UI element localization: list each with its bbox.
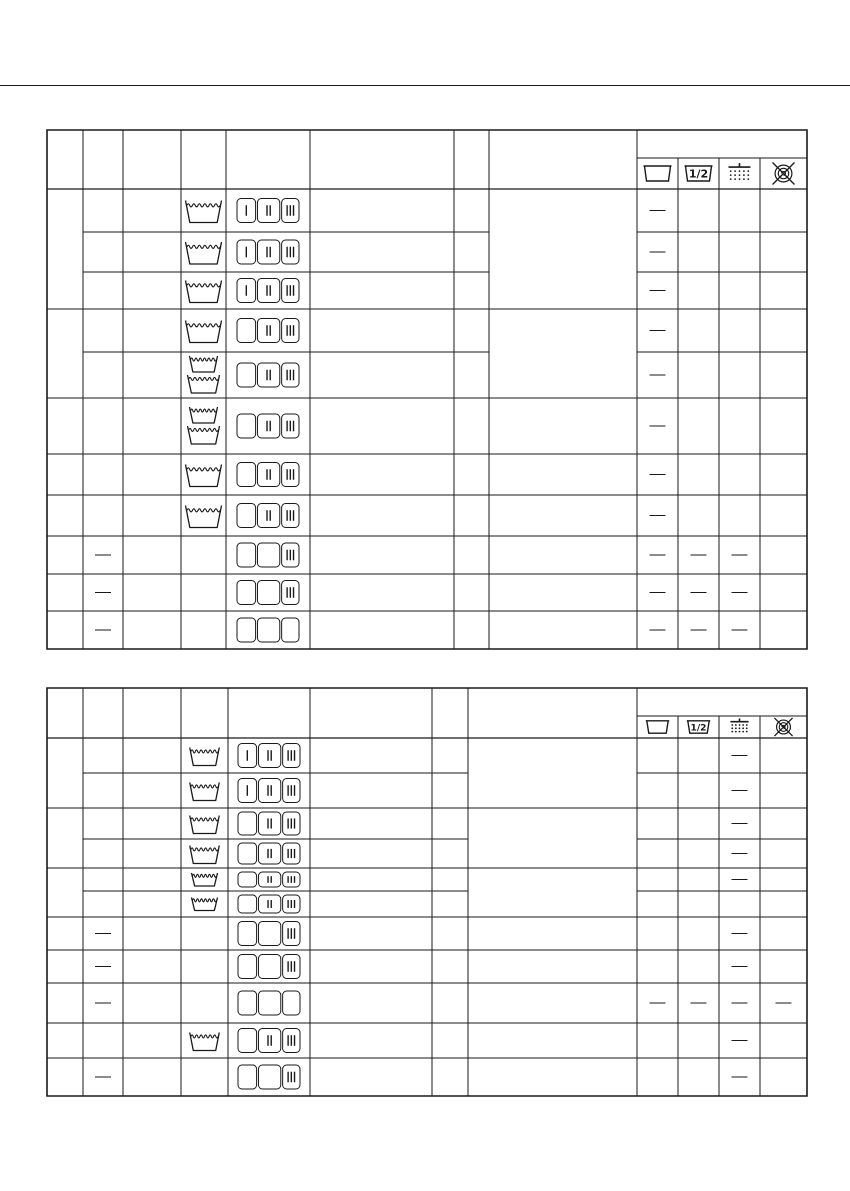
temperature-dial (238, 1029, 300, 1053)
half-load-label: 1/2 (690, 723, 707, 734)
wash-tub-icon (192, 898, 218, 911)
temperature-dial (238, 812, 300, 835)
wash-tub-icon (190, 782, 220, 800)
wash-tub-icon (646, 721, 669, 733)
wash-tub-icon (190, 1032, 220, 1050)
table-row (95, 922, 748, 946)
temperature-dial (238, 744, 300, 768)
table-row (95, 991, 792, 1015)
table-row (190, 779, 748, 803)
temperature-dial (238, 955, 300, 979)
table-frame (47, 688, 807, 1096)
wash-tub-icon (190, 747, 220, 765)
half-load-label: 1/2 (688, 167, 709, 181)
temperature-dial (238, 1065, 300, 1089)
shower-rinse-icon (730, 718, 748, 732)
table-row (190, 812, 748, 835)
half-load-icon (687, 721, 710, 733)
table-row (192, 872, 748, 887)
no-spin-icon (774, 718, 792, 736)
table-row (95, 955, 748, 979)
temperature-dial (238, 779, 300, 803)
wash-tub-icon (190, 815, 220, 833)
wash-tub-icon (192, 873, 218, 886)
table-row (190, 744, 748, 768)
wash-tub-icon (190, 845, 220, 863)
temperature-dial (238, 991, 300, 1015)
temperature-dial (238, 895, 300, 913)
table-row (95, 1065, 748, 1089)
table-row (190, 843, 748, 864)
table-row (192, 895, 301, 913)
temperature-dial (238, 872, 300, 887)
temperature-dial (238, 843, 300, 864)
table-row (190, 1029, 748, 1053)
temperature-dial (238, 922, 300, 946)
